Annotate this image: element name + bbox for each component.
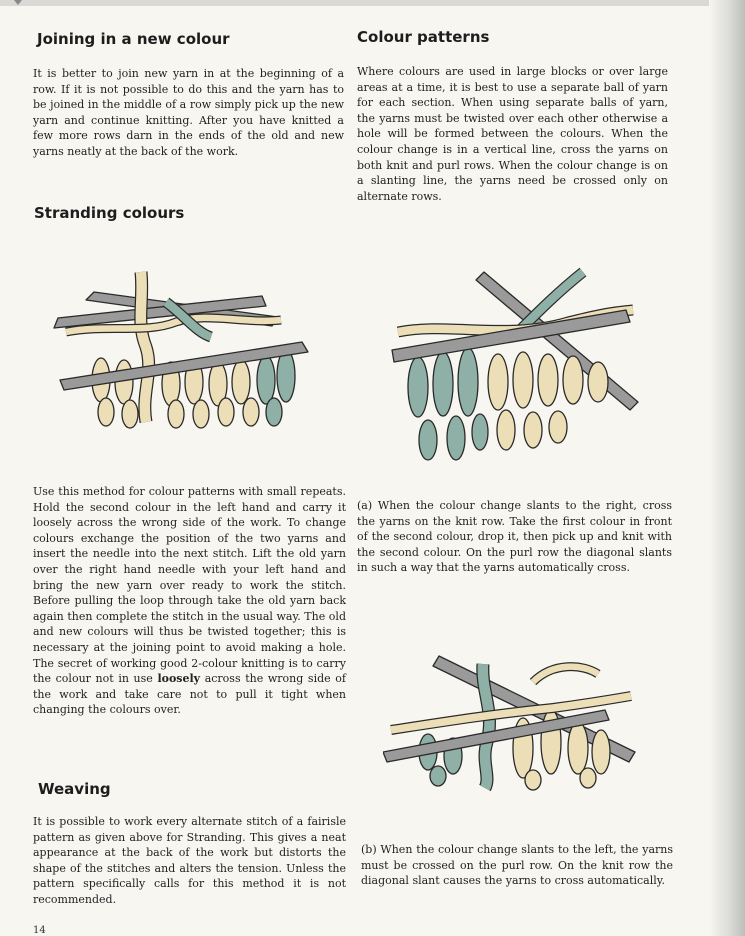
heading-joining: Joining in a new colour (37, 30, 230, 48)
weaving-paragraph: It is possible to work every alternate stitch of a fairisle pattern as given above for Stranding. This gives a neat appearance at the back of the work but distorts the shape of the stitches and alters the tension. Unless the pattern specifically calls for this method it is not recommended. (33, 815, 346, 906)
stranding-illustration (46, 262, 328, 442)
caption-a: (a) When the colour change slants to the right, cross the yarns on the knit row. Take the first colour in front of the second colour, drop it, then pick up and knit with the second colour. On the purl row the diagonal slants in such a way that the yarns automatically cross. (357, 499, 672, 575)
joining-paragraph: It is better to join new yarn in at the beginning of a row. If it is not possible to do this and the yarn has to be joined in the middle of a row simply pick up the new yarn and continue knitting. After you have knitted a few more rows darn in the ends of the old and new yarns neatly at the back of the work. (33, 67, 344, 158)
colour-patterns-paragraph: Where colours are used in large blocks or over large areas at a time, it is best to use a separate ball of yarn for each section. When using separate balls of yarn, the yarns must be twisted over each other otherwise a hole will be formed between the colours. When the colour change is in a vertical line, cross the yarns on both knit and purl rows. When the colour change is on a slanting line, the yarns need be crossed only on alternate rows. (357, 65, 668, 203)
stranding-bold-word: loosely (157, 672, 201, 686)
caption-b: (b) When the colour change slants to the left, the yarns must be crossed on the purl row. On the knit row the diagonal slant causes the yarns to cross automatically. (361, 843, 673, 888)
heading-colour-patterns: Colour patterns (357, 28, 490, 46)
heading-stranding: Stranding colours (34, 204, 185, 222)
stranding-text: Use this method for colour patterns with small repeats. Hold the second colour in the left hand and carry it loosely across the wrong side of the work. To change colours exchange the position of the two yarns and insert the needle into the next stitch. Lift the old yarn over the right hand needle with your left hand and bring the new yarn over ready to work the stitch. Before pulling the loop through take the old yarn back again then complete the stitch in the usual way. The old and new colours will thus be twisted together; this is necessary at the joining point to avoid making a hole. The secret of working good 2-colour knitting is to carry the colour not in use (33, 485, 346, 686)
stranding-paragraph (33, 484, 346, 718)
stranding-text-end: across the wrong side of the work and take care not to pull it tight when changing the colours over. (33, 672, 346, 717)
top-edge (0, 0, 745, 6)
heading-weaving: Weaving (38, 780, 111, 798)
book-spine-shadow (709, 0, 745, 936)
page-marker-icon (14, 0, 22, 5)
page-number: 14 (33, 925, 46, 936)
illustration-a (388, 262, 650, 470)
illustration-b (383, 652, 651, 792)
